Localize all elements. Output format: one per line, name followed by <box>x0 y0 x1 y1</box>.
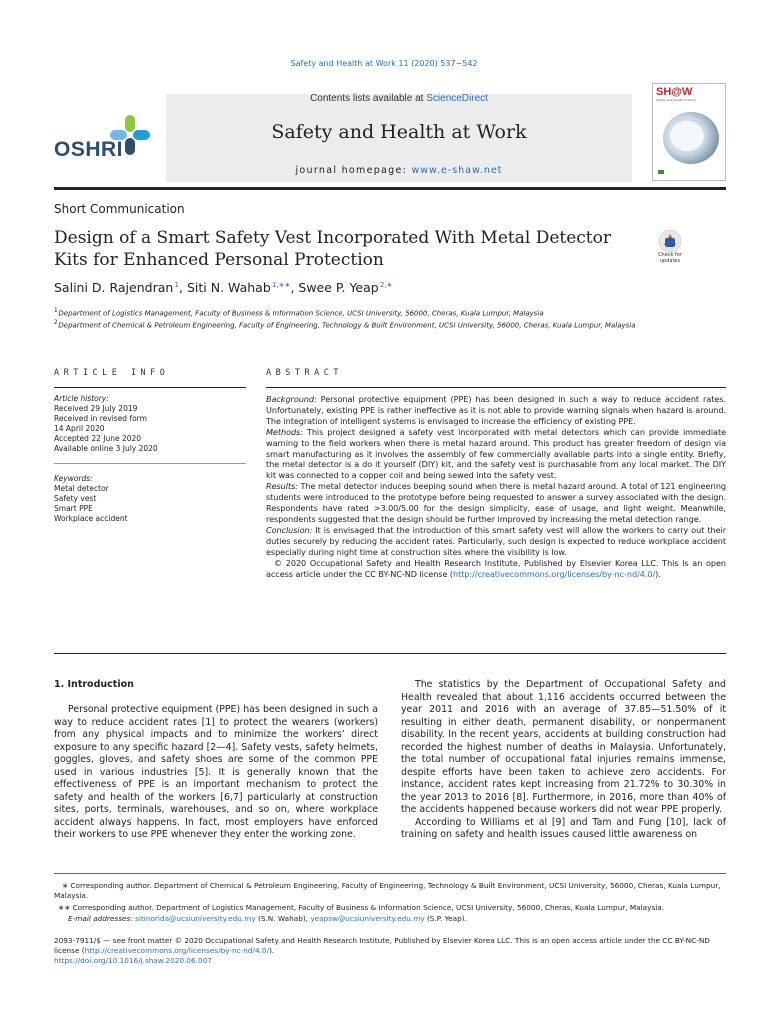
contents-prefix: Contents lists available at <box>310 93 427 104</box>
email-owner: (S.N. Wahab), <box>255 914 311 923</box>
abstract-results <box>266 481 726 525</box>
affiliation-text: Department of Chemical & Petroleum Engineering, Faculty of Engineering, Technology & Built Environment, UCSI University, 56000, Cheras, Kuala Lumpur, Malaysia <box>58 321 636 330</box>
abstract-text: This project designed a safety vest incorporated with metal detectors which can provide immediate warning to the field workers when there is metal hazard around. This product has greater freedom of design via smart manufacturing as it involves the assembly of few commercially available parts into a single entity. Briefly, the metal detector is a do it yourself (DIY) kit, and the safety vest is purchasable from any local market. The DIY kit was connected to a copper coil and being sewed into the safety vest. <box>266 426 727 481</box>
license-end: ). <box>269 946 275 955</box>
author-name[interactable]: Salini D. Rajendran <box>54 280 174 295</box>
email-link[interactable]: sitinorida@ucsiuniversity.edu.my <box>135 914 256 923</box>
copyright-end: ). <box>655 568 661 579</box>
affiliation-1 <box>54 306 654 318</box>
keyword-item: Smart PPE <box>54 504 93 513</box>
keywords <box>54 474 244 524</box>
keyword-item: Safety vest <box>54 494 97 503</box>
abstract-background <box>266 394 726 427</box>
license-link[interactable]: http://creativecommons.org/licenses/by-nc-nd/4.0/ <box>84 946 270 955</box>
cover-subtitle: Safety and Health at Work <box>656 98 696 102</box>
history-item: 14 April 2020 <box>54 424 105 433</box>
article-title: Design of a Smart Safety Vest Incorporated With Metal Detector Kits for Enhanced Personal Protection <box>54 228 611 270</box>
abstract-rule <box>266 387 726 388</box>
footnote-mark: ∗∗ <box>58 903 71 912</box>
running-header[interactable]: Safety and Health at Work 11 (2020) 537−542 <box>290 59 478 68</box>
abstract-label: Background: <box>266 394 317 404</box>
email-owner: (S.P. Yeap). <box>424 914 467 923</box>
footnote-emails <box>54 914 726 924</box>
email-link[interactable]: yeapsw@ucsiuniversity.edu.my <box>310 914 425 923</box>
journal-banner <box>166 94 632 182</box>
email-label: E-mail addresses: <box>68 914 133 923</box>
history-heading: Article history: <box>54 394 109 403</box>
doi-link[interactable]: https://doi.org/10.1016/j.shaw.2020.06.007 <box>54 956 212 965</box>
copyright-text: © 2020 Occupational Safety and Health Research Institute, Published by Elsevier Korea LLC. This is an open access article under the CC BY-NC-ND license ( <box>266 557 726 579</box>
abstract-body <box>266 394 726 579</box>
abstract-label: Methods: <box>266 426 303 437</box>
contents-line <box>166 93 632 104</box>
abstract-copyright <box>266 558 726 580</box>
abstract-text: The metal detector induces beeping sound when there is metal hazard around. A total of 121 engineering students were introduced to the prototype before being requested to answer a survey associated with the design. Respondents have rated >3.00/5.00 for the design simplicity, ease of usage, and light weight. Meanwhile, respondents suggested that the design should be further improved by increasing the metal detection range. <box>266 481 726 524</box>
author-affiliation-mark[interactable]: 1,∗∗ <box>272 280 291 289</box>
affiliation-mark: 1 <box>54 308 58 314</box>
keyword-item: Workplace accident <box>54 514 128 523</box>
history-item: Available online 3 July 2020 <box>54 444 158 453</box>
footnote-corresponding-2 <box>54 903 726 913</box>
footnote-corresponding-1 <box>54 881 726 901</box>
keyword-item: Metal detector <box>54 484 109 493</box>
abstract-bottom-rule <box>54 653 726 654</box>
history-item: Received in revised form <box>54 414 147 423</box>
journal-title[interactable]: Safety and Health at Work <box>271 121 527 143</box>
author-list: Salini D. Rajendran $^1$, Siti N. Wahab $^{1,∗∗}$, Swee P. Yeap $^{2,∗}$ <box>54 280 393 295</box>
abstract-label: Conclusion: <box>266 524 313 535</box>
section-heading: 1. Introduction <box>54 679 134 690</box>
crossmark-icon <box>650 229 690 253</box>
body-right-column <box>401 679 726 842</box>
author-affiliation-mark[interactable]: 1 <box>174 280 180 289</box>
article-history <box>54 394 244 454</box>
body-left-column <box>54 704 378 842</box>
homepage-prefix: journal homepage: <box>295 165 412 176</box>
journal-cover[interactable] <box>652 83 726 181</box>
license-link[interactable]: http://creativecommons.org/licenses/by-nc-nd/4.0/ <box>453 568 656 579</box>
body-paragraph: Personal protective equipment (PPE) has been designed in such a way to reduce accident rates [1] to protect the wearers (workers) from any physical impacts and to minimize the workers’ direct exposure to any specific hazard [2—4]. Safety vests, safety helmets, goggles, gloves, and safety shoes are some of the common PPE used in various industries [5]. It is generally known that the effectiveness of PPE is an important mechanism to protect the safety and health of the workers [6,7] particularly at construction sites, ports, terminals, warehouses, and so on, where workplace accident always happens. In fact, most employers have enforced their workers to use PPE whenever they enter the working zone. <box>54 704 378 840</box>
sciencedirect-link[interactable]: ScienceDirect <box>426 93 488 104</box>
article-info-rule <box>54 387 246 388</box>
homepage-link[interactable]: www.e-shaw.net <box>411 165 503 176</box>
abstract-text: Personal protective equipment (PPE) has been designed in such a way to reduce accident rates. Unfortunately, existing PPE is rather ineffective as it is not able to provide warning signals when hazard is around. The integration of intelligent systems is envisaged to increase the efficiency of existing PPE. <box>266 394 726 426</box>
front-matter <box>54 936 726 966</box>
affiliation-2 <box>54 318 654 330</box>
cover-graphic-icon <box>653 102 725 180</box>
history-item: Accepted 22 June 2020 <box>54 434 142 443</box>
author-name[interactable]: Siti N. Wahab <box>186 280 271 295</box>
masthead-rule <box>54 187 726 190</box>
affiliation-mark: 2 <box>54 320 58 326</box>
body-paragraph: According to Williams et al [9] and Tam and Fung [10], lack of training on safety and health issues caused little awareness on <box>401 816 726 840</box>
body-paragraph: The statistics by the Department of Occupational Safety and Health revealed that about 1,116 accidents occurred between the year 2011 and 2016 with an average of 37.85—51.50% of it resulting in either death, permanent disability, or nonpermanent disability. In the recent years, accidents at building construction had recorded the highest number of deaths in Malaysia. Unfortunately, the total number of occupational fatal injuries remains immense, despite efforts have been taken to achieve zero accidents. For instance, accident rates kept increasing from 21.72% to 30.30% in the year 2013 to 2016 [8]. Furthermore, in 2016, more than 40% of the accidents happened because workers did not wear PPE properly. <box>401 679 726 815</box>
affiliation-text: Department of Logistics Management, Faculty of Business & Information Science, UCSI University, 56000, Cheras, Kuala Lumpur, Malaysia <box>58 309 544 318</box>
issn-line: 2093-7911/$ — see front matter © 2020 Occupational Safety and Health Research Institute, Published by Elsevier Korea LLC. This is an open access article under the CC BY-NC-ND license ( <box>54 936 710 955</box>
cover-logo: SH@W <box>656 86 693 98</box>
check-for-updates-label: Check for updates <box>658 252 682 264</box>
abstract-methods <box>266 427 726 482</box>
keywords-heading: Keywords: <box>54 474 93 483</box>
abstract-heading: ABSTRACT <box>266 368 343 378</box>
oshri-logo-text: OSHRI <box>54 138 124 161</box>
author-name[interactable]: Swee P. Yeap <box>298 280 379 295</box>
history-item: Received 29 July 2019 <box>54 404 138 413</box>
abstract-conclusion <box>266 525 726 558</box>
footnote-text: Corresponding author. Department of Logistics Management, Faculty of Business & Information Science, UCSI University, 56000, Cheras, Kuala Lumpur, Malaysia. <box>72 903 665 912</box>
author-affiliation-mark[interactable]: 2,∗ <box>379 280 393 289</box>
abstract-label: Results: <box>266 481 298 492</box>
abstract-text: It is envisaged that the introduction of this smart safety vest will allow the workers to carry out their duties securely by reducing the accident rates. Particularly, such design is expected to reduce workplace accident especially during night time at construction sites where the visibility is low. <box>266 524 726 557</box>
article-type: Short Communication <box>54 202 185 216</box>
article-info-heading: ARTICLE INFO <box>54 368 170 378</box>
journal-homepage <box>166 165 632 176</box>
footnote-text: Corresponding author. Department of Chemical & Petroleum Engineering, Faculty of Engineering, Technology & Built Environment, UCSI University, 56000, Cheras, Kuala Lumpur, Malaysia. <box>54 881 721 900</box>
info-divider <box>54 463 246 464</box>
footnote-mark: ∗ <box>62 881 69 890</box>
footnote-rule <box>54 873 726 874</box>
